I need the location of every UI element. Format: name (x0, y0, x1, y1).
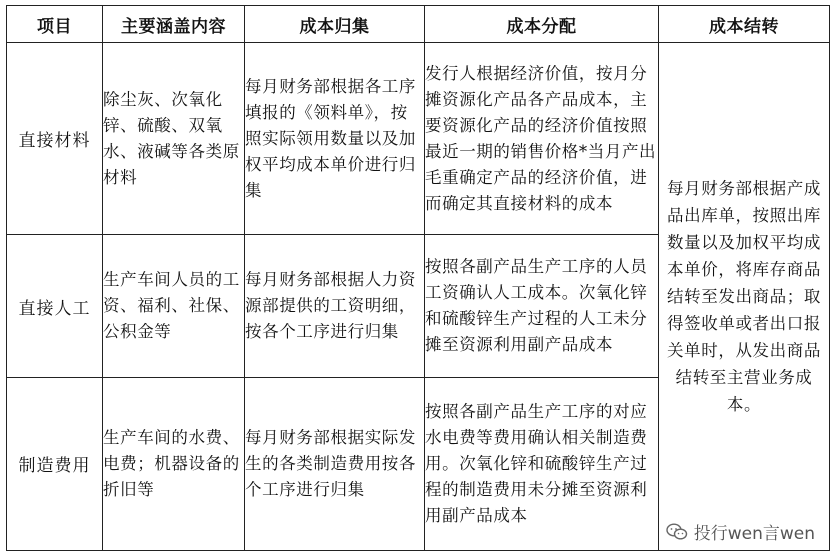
row-content: 生产车间的水费、电费；机器设备的折旧等 (103, 377, 245, 550)
row-allocation: 按照各副产品生产工序的人员工资确认人工成本。次氧化锌和硫酸锌生产过程的人工未分摊至资源利用副产品成本 (425, 235, 659, 378)
row-item: 直接人工 (7, 235, 103, 378)
transfer-cell: 每月财务部根据产成品出库单，按照出库数量以及加权平均成本单价，将库存商品结转至发出商品；取得签收单或者出口报关单时，从发出商品结转至主营业务成本。 (659, 43, 830, 551)
row-allocation: 发行人根据经济价值，按月分摊资源化产品各产品成本，主要资源化产品的经济价值按照最近一期的销售价格*当月产出毛重确定产品的经济价值，进而确定其直接材料的成本 (425, 43, 659, 235)
row-item: 直接材料 (7, 43, 103, 235)
header-content: 主要涵盖内容 (103, 6, 245, 43)
row-item: 制造费用 (7, 377, 103, 550)
header-collection: 成本归集 (245, 6, 425, 43)
header-item: 项目 (7, 6, 103, 43)
header-allocation: 成本分配 (425, 6, 659, 43)
row-allocation: 按照各副产品生产工序的对应水电费等费用确认相关制造费用。次氧化锌和硫酸锌生产过程的制造费用未分摊至资源利用副产品成本 (425, 377, 659, 550)
wechat-icon (666, 523, 688, 541)
row-content: 除尘灰、次氧化锌、硫酸、双氧水、液碱等各类原材料 (103, 43, 245, 235)
header-transfer: 成本结转 (659, 6, 830, 43)
watermark (664, 519, 817, 544)
row-collection: 每月财务部根据各工序填报的《领料单》，按照实际领用数量以及加权平均成本单价进行归集 (245, 43, 425, 235)
watermark-text: 投行wen言wen (693, 524, 815, 544)
row-collection: 每月财务部根据人力资源部提供的工资明细，按各个工序进行归集 (245, 235, 425, 378)
cost-accounting-table (6, 5, 830, 551)
header-row (7, 6, 830, 43)
row-collection: 每月财务部根据实际发生的各类制造费用按各个工序进行归集 (245, 377, 425, 550)
row-content: 生产车间人员的工资、福利、社保、公积金等 (103, 235, 245, 378)
table-row (7, 43, 830, 235)
